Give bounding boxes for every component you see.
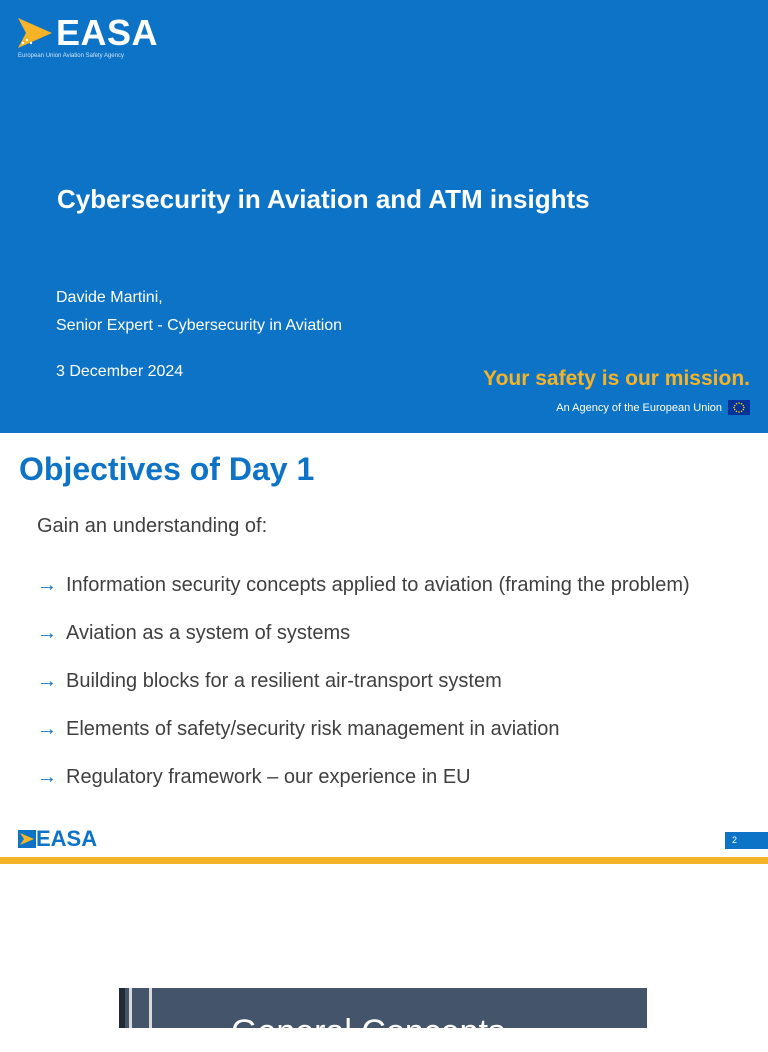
list-item (37, 765, 690, 813)
list-item (37, 717, 690, 765)
objective-text: Elements of safety/security risk management in aviation (66, 718, 560, 740)
intro-text: Gain an understanding of: (37, 515, 268, 537)
easa-footer-logo-icon (18, 830, 36, 848)
agency-label: An Agency of the European Union (556, 402, 722, 414)
objectives-slide (0, 433, 768, 867)
list-item (37, 621, 690, 669)
page-number: 2 (725, 832, 768, 849)
arrow-right-icon: → (37, 574, 57, 596)
banner-stripe (119, 988, 125, 1028)
slide-title: Objectives of Day 1 (19, 451, 315, 487)
objective-text: Building blocks for a resilient air-transport system (66, 670, 502, 692)
presentation-title: Cybersecurity in Aviation and ATM insights (57, 184, 590, 214)
easa-logo-icon (18, 18, 52, 48)
section-slide (0, 867, 768, 1051)
footer-logo-wordmark: EASA (36, 826, 98, 851)
author-role: Senior Expert - Cybersecurity in Aviation (56, 317, 343, 334)
arrow-right-icon: → (37, 670, 57, 692)
objective-text: Aviation as a system of systems (66, 622, 351, 644)
section-title: General Concepts (231, 1013, 506, 1051)
banner-stripe (129, 988, 132, 1028)
objective-text: Information security concepts applied to aviation (framing the problem) (66, 574, 690, 596)
footer-divider (0, 857, 768, 864)
section-title-banner (119, 988, 647, 1051)
arrow-right-icon: → (37, 766, 57, 788)
objective-text: Regulatory framework – our experience in EU (66, 766, 471, 788)
motto: Your safety is our mission. (483, 367, 750, 390)
list-item (37, 669, 690, 717)
arrow-right-icon: → (37, 622, 57, 644)
author-name: Davide Martini, (56, 289, 163, 306)
presentation-date: 3 December 2024 (56, 363, 184, 380)
logo-subtitle: European Union Aviation Safety Agency (18, 53, 124, 59)
logo-wordmark: EASA (56, 12, 159, 53)
list-item (37, 573, 690, 621)
title-slide (0, 0, 768, 433)
banner-stripe (149, 988, 152, 1028)
eu-flag-icon (728, 400, 750, 415)
objectives-list (37, 573, 690, 813)
arrow-right-icon: → (37, 718, 57, 740)
